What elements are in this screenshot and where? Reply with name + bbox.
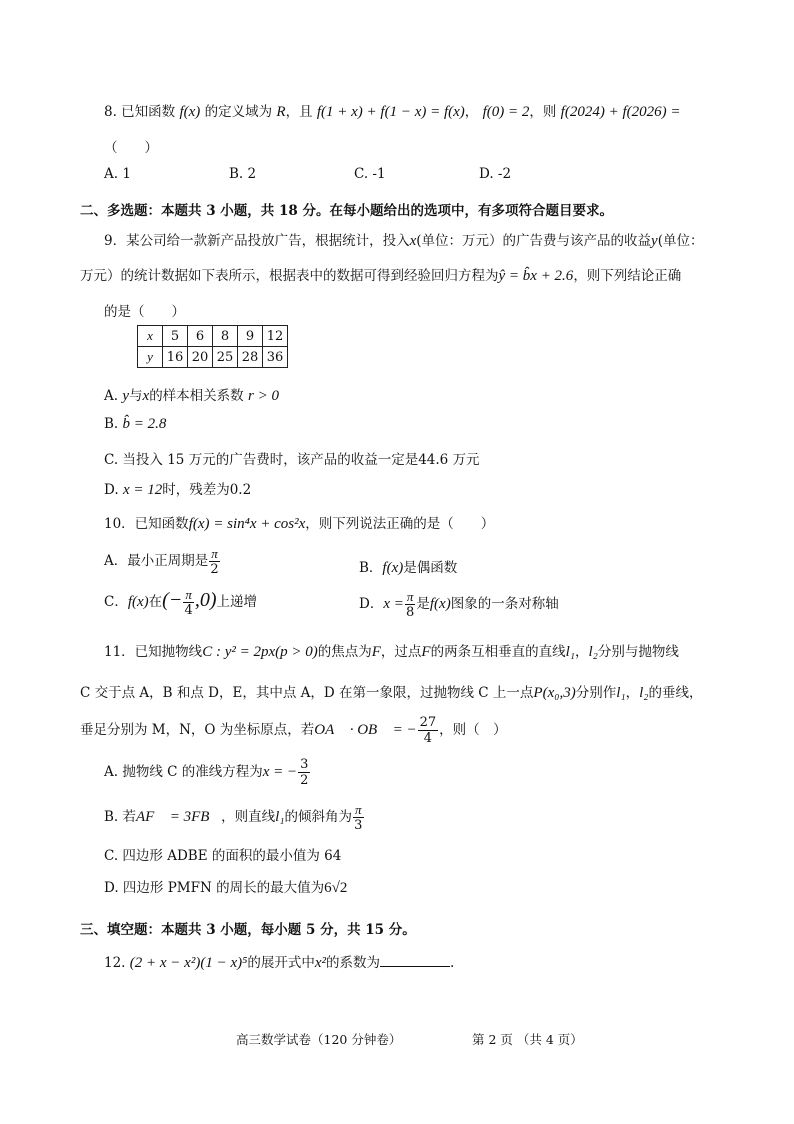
- q10-option-d-fraction: [405, 590, 416, 619]
- q11-option-d-math: 6√2: [324, 880, 348, 896]
- q9-text1c: (单位：: [657, 233, 704, 249]
- fraction-denominator: 8: [405, 605, 415, 620]
- q11-parabola-equation: C : y² = 2px(p > 0): [202, 644, 318, 660]
- q11-text2d: 的垂线，: [648, 685, 703, 701]
- q11-point-p: P(x₀,3): [533, 685, 576, 701]
- q8-equation1: f(1 + x) + f(1 − x) = f(x): [316, 104, 465, 120]
- q11-text1d: 的两条互相垂直的直线: [430, 644, 566, 660]
- fraction-denominator: 4: [423, 731, 433, 746]
- q11-text3a: 垂足分别为 M，N，O 为坐标原点，若: [80, 722, 315, 738]
- q9-option-a-text: 的样本相关系数: [149, 388, 244, 404]
- q11-option-d-text: D. 四边形 PMFN 的周长的最大值为: [104, 880, 325, 896]
- q11-line-l2: l₂: [588, 644, 598, 660]
- q11-focus-f2: F: [421, 644, 431, 660]
- q11-text1f: 分别与抛物线: [597, 644, 679, 660]
- fraction-denominator: 4: [184, 603, 193, 618]
- q9-text1b: (单位：万元）的广告费与该产品的收益: [416, 233, 652, 249]
- q9-text1: 9．某公司给一款新产品投放广告，根据统计，投入: [104, 233, 410, 249]
- fraction-denominator: 2: [300, 773, 309, 788]
- table-cell: 6: [188, 326, 213, 347]
- q10-option-a: [104, 547, 221, 576]
- q11-option-b-math: AF⃗ = 3FB⃗: [136, 809, 222, 825]
- q10-option-c-label: C．: [104, 594, 128, 610]
- footer-exam-title: 高三数学试卷（120 分钟卷）: [236, 1032, 402, 1047]
- q10-option-c-fraction: [183, 588, 194, 617]
- q11-option-c: C. 四边形 ADBE 的面积的最小值为 64: [104, 848, 342, 864]
- q10-option-c-fx: f(x): [127, 594, 149, 610]
- q10-option-c: [104, 588, 257, 617]
- q9-option-a-x: x: [142, 388, 150, 404]
- q11-text1c: ，过点: [380, 644, 422, 660]
- fraction-numerator: 3: [300, 757, 309, 772]
- section3-title: 三、填空题：本题共 3 小题，每小题 5 分，共 15 分。: [80, 922, 416, 938]
- table-cell: 36: [263, 347, 288, 368]
- q11-option-b-text-b: ，则直线: [221, 809, 276, 825]
- q11-text1b: 的焦点为: [317, 644, 372, 660]
- q9-option-a-y: y: [122, 388, 130, 404]
- q9-line3: 的是（ ）: [104, 304, 185, 320]
- answer-blank[interactable]: [380, 954, 450, 967]
- q9-line1: [104, 229, 704, 250]
- q9-option-a-mid: 与: [129, 388, 143, 404]
- q9-var-x: x: [409, 233, 417, 249]
- q9-option-a-label: A.: [104, 388, 119, 404]
- q8-option-d: D. -2: [479, 166, 512, 182]
- table-cell: 16: [163, 347, 188, 368]
- q9-line2: [80, 264, 681, 285]
- q12-term: x²: [314, 955, 326, 971]
- q9-option-b-math: b̂ = 2.8: [122, 416, 167, 432]
- q10-option-c-in: 在: [148, 594, 163, 610]
- q11-text3b: ，则（ ）: [439, 722, 507, 738]
- fraction-numerator: π: [355, 802, 362, 817]
- fraction-denominator: 2: [210, 562, 219, 577]
- q11-line-l1-b: l₁: [616, 685, 626, 701]
- q11-option-b-fraction: [353, 803, 364, 832]
- q11-option-b-text-a: B. 若: [104, 809, 137, 825]
- q10-option-d-label: D．: [359, 596, 384, 612]
- q12-expression: (2 + x − x²)(1 − x)⁵: [129, 955, 248, 971]
- table-cell: 8: [213, 326, 238, 347]
- q11-option-a-text: A. 抛物线 C 的准线方程为: [104, 764, 263, 780]
- q10-option-a-fraction: [209, 547, 220, 576]
- table-cell: 12: [263, 326, 288, 347]
- q10-option-d: [359, 590, 559, 619]
- q9-option-b: [104, 416, 166, 433]
- q11-text2c: ，: [625, 685, 640, 701]
- q12-label: 12.: [104, 955, 126, 971]
- table-cell: 25: [213, 347, 238, 368]
- q10-option-b: [359, 556, 457, 577]
- q12-period: .: [449, 955, 455, 971]
- table-header-x: x: [138, 326, 163, 347]
- table-cell: 9: [238, 326, 263, 347]
- q10-option-c-text: 上递增: [216, 594, 258, 610]
- q12-text-b: 的展开式中: [247, 955, 315, 971]
- q8-equation2: f(0) = 2: [482, 104, 530, 120]
- section2-title: 二、多选题：本题共 3 小题，共 18 分。在每小题给出的选项中，有多项符合题目要求。: [80, 203, 613, 219]
- q10-option-a-text: A．最小正周期是: [104, 553, 209, 569]
- table-header-y: y: [138, 347, 163, 368]
- q10-text-b: ，则下列说法正确的是（ ）: [305, 516, 495, 532]
- q10-option-d-fx: f(x): [429, 596, 451, 612]
- q11-option-a: [104, 758, 311, 787]
- q10-option-b-text: 是偶函数: [403, 560, 458, 576]
- fraction-numerator: 27: [419, 715, 437, 730]
- q10-option-b-label: B．: [359, 560, 383, 576]
- q10-option-c-interval-open: (−: [162, 589, 183, 611]
- fraction-numerator: π: [211, 546, 218, 561]
- q9-option-a-math: r > 0: [247, 388, 279, 404]
- q8-fx: f(x): [179, 104, 201, 120]
- q8-option-a: A. 1: [104, 166, 131, 182]
- fraction-numerator: π: [406, 589, 414, 604]
- fraction-numerator: π: [185, 587, 192, 602]
- q8-stem: [104, 100, 680, 121]
- q9-option-d-math: x = 12: [122, 482, 163, 498]
- q9-regression-equation: ŷ = b̂x + 2.6: [498, 268, 574, 284]
- q11-text1e: ，: [574, 644, 589, 660]
- q9-option-d-label: D.: [104, 482, 119, 498]
- q11-line1: [104, 640, 679, 661]
- q11-option-b: [104, 803, 365, 832]
- q9-data-table: [137, 325, 288, 368]
- q12-text-c: 的系数为: [325, 955, 380, 971]
- q11-text1a: 11．已知抛物线: [104, 644, 203, 660]
- q8-option-b: B. 2: [229, 166, 257, 182]
- q11-fraction: [418, 716, 439, 745]
- q11-text2b: 分别作: [575, 685, 617, 701]
- q11-option-d: [104, 876, 347, 897]
- q11-option-a-fraction: [298, 758, 310, 787]
- q9-option-d: [104, 478, 251, 499]
- q10-stem: [104, 512, 494, 533]
- q8-option-c: C. -1: [354, 166, 386, 182]
- q9-option-b-label: B.: [104, 416, 119, 432]
- table-row: [138, 326, 288, 347]
- q9-var-y: y: [651, 233, 658, 249]
- q9-text2b: ，则下列结论正确: [573, 268, 682, 284]
- q10-option-c-interval-close: ,0): [194, 589, 217, 611]
- fraction-denominator: 3: [354, 818, 363, 833]
- table-row: [138, 347, 288, 368]
- q9-text2a: 万元）的统计数据如下表所示，根据表中的数据可得到经验回归方程为: [80, 268, 499, 284]
- q11-line-l2-b: l₂: [639, 685, 649, 701]
- q11-focus-f: F: [371, 644, 381, 660]
- q8-text2: ，且: [285, 104, 313, 120]
- table-cell: 5: [163, 326, 188, 347]
- q11-line3: [80, 716, 507, 745]
- q11-line2: [80, 681, 702, 702]
- table-cell: 20: [188, 347, 213, 368]
- q8-text1: 的定义域为: [204, 104, 273, 120]
- q11-dot-product: OA⃗ · OB⃗ = −: [314, 722, 417, 738]
- q8-paren: （ ）: [104, 140, 158, 156]
- q9-option-d-text: 时，残差为0.2: [162, 482, 252, 498]
- q11-text2: C 交于点 A，B 和点 D，E，其中点 A，D 在第一象限，过抛物线 C 上一点: [80, 685, 534, 701]
- q10-option-b-fx: f(x): [382, 560, 404, 576]
- q12-stem: [104, 951, 454, 972]
- q11-option-a-math: x = −: [262, 764, 298, 780]
- table-cell: 28: [238, 347, 263, 368]
- footer-page-number: 第 2 页 （共 4 页）: [472, 1032, 583, 1047]
- q10-equation: f(x) = sin⁴x + cos²x: [188, 516, 306, 532]
- q8-text4: ，则: [529, 104, 557, 120]
- q10-option-d-text: 图象的一条对称轴: [450, 596, 559, 612]
- q10-text-a: 10．已知函数: [104, 516, 189, 532]
- q11-option-b-l1: l₁: [275, 809, 285, 825]
- q8-label: 8. 已知函数: [104, 104, 176, 120]
- q9-option-a: [104, 384, 279, 405]
- q11-line-l1: l₁: [565, 644, 575, 660]
- q10-option-d-mid: 是: [416, 596, 430, 612]
- q8-domain: R: [276, 104, 286, 120]
- q8-equation3: f(2024) + f(2026) =: [560, 104, 681, 120]
- q10-option-d-x: x =: [383, 596, 404, 612]
- q8-text3: ，: [464, 104, 479, 120]
- q9-option-c: C. 当投入 15 万元的广告费时，该产品的收益一定是44.6 万元: [104, 452, 480, 468]
- q11-option-b-text-c: 的倾斜角为: [284, 809, 353, 825]
